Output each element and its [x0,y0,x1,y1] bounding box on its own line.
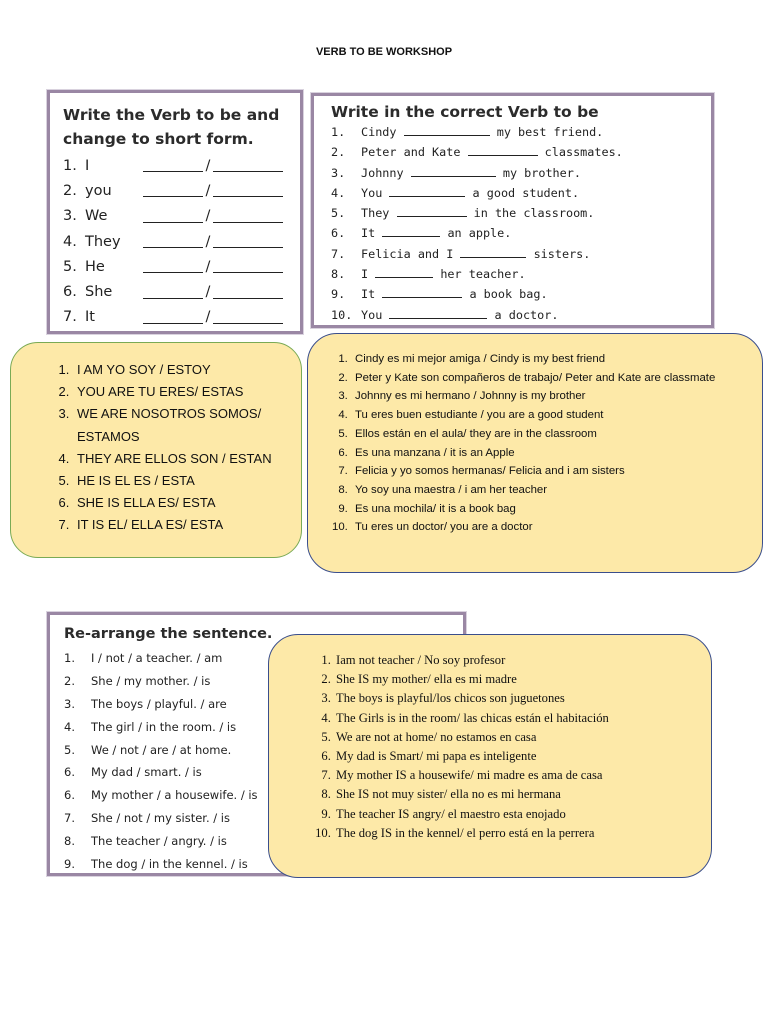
item-number: 8. [64,833,75,848]
answer-item: 3. Johnny es mi hermano / Johnny is my brother [351,387,762,406]
slash-separator: / [205,208,211,225]
answer-item: 2. She IS my mother/ ella es mi madre [334,670,711,689]
answer-item: 4. Tu eres buen estudiante / you are a good student [351,406,762,425]
answer-blank [411,167,496,177]
exercise-row [63,279,290,304]
exercise-row [63,204,290,229]
answer-item: 7. Felicia y yo somos hermanas/ Felicia and i am sisters [351,462,762,481]
answer-item: 6. Es una manzana / it is an Apple [351,444,762,463]
answer-item: 1. Cindy es mi mejor amiga / Cindy is my best friend [351,350,762,369]
answer-blank [468,146,538,156]
answer-item: 9. Es una mochila/ it is a book bag [351,500,762,519]
answer-blank [143,184,203,197]
item-number: 7. [64,810,75,825]
item-number: 2. [64,674,75,689]
sentence-start: Peter and Kate [361,145,461,160]
answer-item: 8. Yo soy una maestra / i am her teacher [351,481,762,500]
answer-item: 4. The Girls is in the room/ las chicas están el habitación [334,709,711,728]
sentence-start: Johnny [361,165,404,180]
pronoun: She [85,284,113,301]
answer-blank [143,235,203,248]
pronoun: I [85,157,90,174]
answer-item: 10. Tu eres un doctor/ you are a doctor [351,518,762,537]
item-number: 4. [331,185,346,200]
item-number: 5. [64,742,75,757]
item-number: 1. [64,651,75,666]
exercise-row [331,223,701,243]
item-number: 3. [64,696,75,711]
exercise-row [63,254,290,279]
item-number: 9. [64,856,75,871]
answer-item: 6. SHE IS ELLA ES/ ESTA [73,492,301,514]
short-form-blank [213,210,283,223]
worksheet-short-form [47,90,303,334]
item-number: 3. [331,165,346,180]
sentence-start: You [361,307,383,322]
scrambled-sentence: The girl / in the room. / is [91,719,237,734]
answer-blank [382,227,440,237]
heading-line-2: change to short form. [63,130,254,148]
item-number: 2. [63,182,77,199]
answer-blank [382,288,462,298]
sentence-start: They [361,206,390,221]
sentence-end: an apple. [447,226,512,241]
item-number: 1. [331,125,346,139]
sentence-start: You [361,185,383,200]
item-number: 4. [63,233,77,250]
answer-item: 4. THEY ARE ELLOS SON / ESTAN [73,448,301,470]
exercise-row [331,244,701,264]
exercise-row [63,153,290,178]
answer-blank [375,268,433,278]
sentence-end: classmates. [544,145,623,160]
exercise-row [331,183,701,203]
answer-item: 5. HE IS EL ES / ESTA [73,470,301,492]
answer-item: 6. My dad is Smart/ mi papa es inteligente [334,747,711,766]
sentence-end: sisters. [533,246,591,261]
short-form-blank [213,311,283,324]
exercise-row [331,284,701,304]
item-number: 1. [63,157,77,174]
exercise-row [63,229,290,254]
pronoun: They [85,233,121,250]
short-form-blank [213,260,283,273]
worksheet-rearrange-heading: Re-arrange the sentence. [64,626,273,642]
item-number: 4. [64,719,75,734]
exercise-row [63,305,290,330]
item-number: 6. [64,765,75,780]
sentence-end: in the classroom. [473,206,595,221]
sentence-start: Felicia and I [361,246,454,261]
item-number: 6. [331,226,346,241]
scrambled-sentence: We / not / are / at home. [91,742,232,757]
exercise-row [331,142,701,162]
sentence-start: It [361,226,376,241]
answer-blank [143,286,203,299]
item-number: 10. [331,307,353,322]
page-title: VERB TO BE WORKSHOP [315,46,453,58]
item-number: 5. [63,258,77,275]
answer-item: 1. Iam not teacher / No soy profesor [334,651,711,670]
sentence-end: a doctor. [494,307,559,322]
exercise-row [331,264,701,284]
answer-bubble-correct-verb [307,333,763,573]
item-number: 7. [331,246,346,261]
item-number: 2. [331,145,346,160]
sentence-end: a good student. [472,185,580,200]
scrambled-sentence: The boys / playful. / are [91,696,227,711]
answer-blank [389,309,487,319]
sentence-end: my best friend. [496,125,604,139]
answer-item: 1. I AM YO SOY / ESTOY [73,359,301,381]
answer-blank [143,260,203,273]
answer-item: 10. The dog IS in the kennel/ el perro está en la perrera [334,824,711,843]
answer-item: 9. The teacher IS angry/ el maestro esta enojado [334,805,711,824]
sentence-end: my brother. [502,165,581,180]
answer-item: 7. My mother IS a housewife/ mi madre es ama de casa [334,766,711,785]
answer-bubble-short-form [10,342,302,558]
scrambled-sentence: My dad / smart. / is [91,765,202,780]
sentence-start: I [361,267,369,282]
answer-item: 2. YOU ARE TU ERES/ ESTAS [73,381,301,403]
scrambled-sentence: The dog / in the kennel. / is [91,856,248,871]
scrambled-sentence: The teacher / angry. / is [91,833,227,848]
short-form-blank [213,159,283,172]
worksheet-short-form-heading [63,103,290,151]
answer-blank [404,126,490,136]
scrambled-sentence: She / my mother. / is [91,674,211,689]
item-number: 5. [331,206,346,221]
answer-blank [389,187,465,197]
slash-separator: / [205,309,211,326]
short-form-blank [213,184,283,197]
answer-item: 7. IT IS EL/ ELLA ES/ ESTA [73,514,301,536]
answer-blank [143,311,203,324]
sentence-start: Cindy [361,125,397,139]
exercise-row [331,122,701,142]
exercise-row [331,203,701,223]
short-form-blank [213,235,283,248]
sentence-start: It [361,287,376,302]
answer-blank [143,159,203,172]
short-form-blank [213,286,283,299]
heading-line-1: Write the Verb to be and [63,106,280,124]
slash-separator: / [205,284,211,301]
slash-separator: / [205,182,211,199]
pronoun: We [85,208,108,225]
slash-separator: / [205,258,211,275]
pronoun: He [85,258,105,275]
scrambled-sentence: She / not / my sister. / is [91,810,230,825]
worksheet-correct-verb [311,93,714,328]
slash-separator: / [205,157,211,174]
sentence-end: a book bag. [469,287,548,302]
answer-bubble-rearrange [268,634,712,878]
sentence-end: her teacher. [440,267,526,282]
pronoun: you [85,182,112,199]
worksheet-correct-verb-heading: Write in the correct Verb to be [331,103,599,121]
scrambled-sentence: My mother / a housewife. / is [91,788,258,803]
item-number: 6. [63,284,77,301]
answer-item: 5. Ellos están en el aula/ they are in the classroom [351,425,762,444]
scrambled-sentence: I / not / a teacher. / am [91,651,223,666]
answer-blank [143,210,203,223]
item-number: 3. [63,208,77,225]
exercise-row [331,305,701,325]
answer-item: 3. WE ARE NOSOTROS SOMOS/ ESTAMOS [73,403,301,447]
answer-item: 5. We are not at home/ no estamos en casa [334,728,711,747]
slash-separator: / [205,233,211,250]
item-number: 6. [64,788,75,803]
item-number: 8. [331,267,346,282]
answer-item: 8. She IS not muy sister/ ella no es mi hermana [334,785,711,804]
answer-blank [460,248,526,258]
pronoun: It [85,309,95,326]
item-number: 9. [331,287,346,302]
answer-item: 2. Peter y Kate son compañeros de trabajo/ Peter and Kate are classmate [351,369,762,388]
answer-blank [397,207,467,217]
exercise-row [63,178,290,203]
exercise-row [331,163,701,183]
answer-item: 3. The boys is playful/los chicos son juguetones [334,689,711,708]
item-number: 7. [63,309,77,326]
